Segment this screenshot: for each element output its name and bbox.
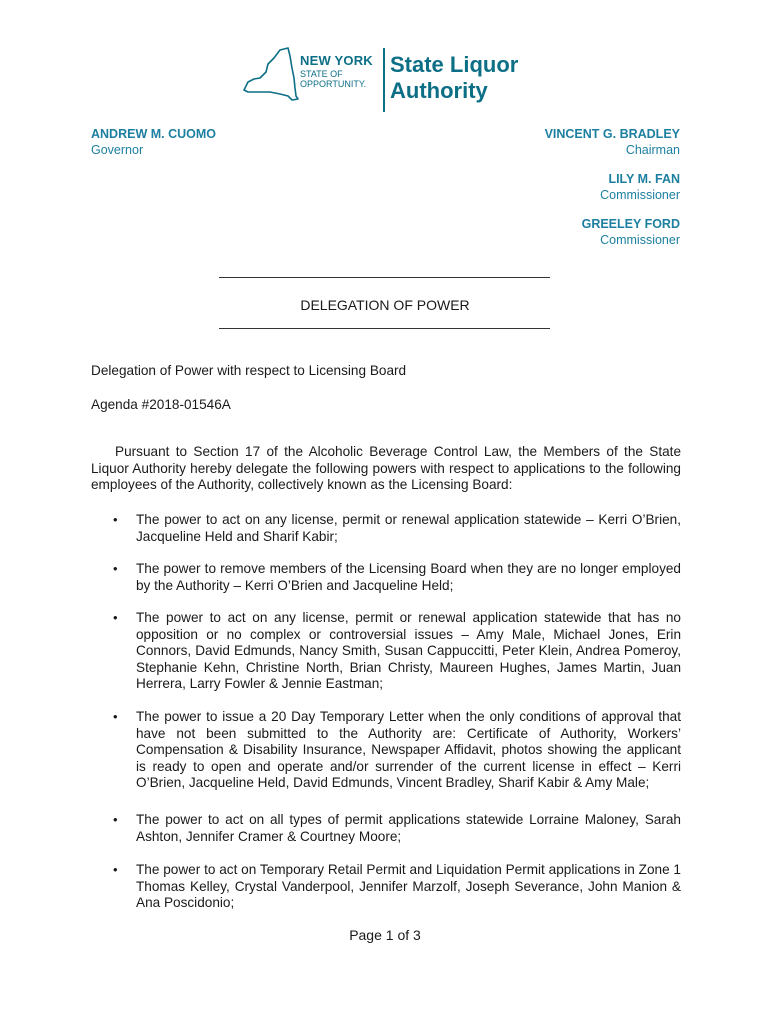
logo-agency-line1: State Liquor xyxy=(390,52,519,77)
chairman-title: Chairman xyxy=(625,143,680,157)
bullet-marker: • xyxy=(113,862,118,877)
list-item: The power to act on any license, permit or renewal application statewide – Kerri O’Brien, Jacqueline Held and Sharif Kabir; xyxy=(136,512,681,544)
commissioner2-title: Commissioner xyxy=(600,233,680,247)
bullet-marker: • xyxy=(113,512,118,527)
governor-name: ANDREW M. CUOMO xyxy=(91,127,216,141)
logo-divider xyxy=(383,48,385,112)
bullet-marker: • xyxy=(113,610,118,625)
logo-state-of: STATE OF xyxy=(300,69,343,79)
agency-logo xyxy=(240,44,530,114)
intro-paragraph: Pursuant to Section 17 of the Alcoholic Beverage Control Law, the Members of the State Liquor Authority hereby delegate the following powers with respect to applications to the following employees of the Authority, collectively known as the Licensing Board: xyxy=(91,444,681,492)
bullet-marker: • xyxy=(113,561,118,576)
logo-state-name: NEW YORK xyxy=(300,53,373,68)
logo-agency-line2: Authority xyxy=(390,78,488,103)
chairman-name: VINCENT G. BRADLEY xyxy=(544,127,680,141)
list-item: The power to remove members of the Licensing Board when they are no longer employed by the Authority – Kerri O’Brien and Jacqueline Held; xyxy=(136,561,681,593)
list-item: The power to act on all types of permit applications statewide Lorraine Maloney, Sarah Ashton, Jennifer Cramer & Courtney Moore; xyxy=(136,812,681,844)
page-number: Page 1 of 3 xyxy=(349,927,421,943)
list-item: The power to act on Temporary Retail Permit and Liquidation Permit applications in Zone 1 Thomas Kelley, Crystal Vanderpool, Jennifer Marzolf, Joseph Severance, John Manion & Ana Poscidonio; xyxy=(136,862,681,910)
document-subject: Delegation of Power with respect to Licensing Board xyxy=(91,363,407,378)
commissioner1-title: Commissioner xyxy=(600,188,680,202)
governor-title: Governor xyxy=(91,143,144,157)
heading-rule-bottom xyxy=(219,328,550,329)
commissioner2-name: GREELEY FORD xyxy=(581,217,680,231)
commissioner1-name: LILY M. FAN xyxy=(608,172,680,186)
new-york-state-outline-icon xyxy=(240,44,300,104)
bullet-marker: • xyxy=(113,709,118,724)
agenda-number: Agenda #2018-01546A xyxy=(91,397,231,412)
heading-rule-top xyxy=(219,277,550,278)
document-heading: DELEGATION OF POWER xyxy=(300,297,470,313)
list-item: The power to issue a 20 Day Temporary Letter when the only conditions of approval that have not been submitted to the Authority are: Certificate of Authority, Workers’ Compensation & Disability Insurance, Newspaper Affidavit, photos showing the applicant is ready to open and operate and/or surrender of the current license in effect – Kerri O’Brien, Jacqueline Held, David Edmunds, Vincent Bradley, Sharif Kabir & Amy Male; xyxy=(136,709,681,790)
logo-opportunity: OPPORTUNITY. xyxy=(300,79,367,89)
list-item: The power to act on any license, permit or renewal application statewide that has no opposition or no complex or controversial issues – Amy Male, Michael Jones, Erin Connors, David Edmunds, Nancy Smith, Susan Cappuccitti, Peter Klein, Andrea Pomeroy, Stephanie Kehn, Christine North, Brian Christy, Maureen Hughes, James Martin, Juan Herrera, Larry Fowler & Jennie Eastman; xyxy=(136,610,681,691)
bullet-marker: • xyxy=(113,812,118,827)
